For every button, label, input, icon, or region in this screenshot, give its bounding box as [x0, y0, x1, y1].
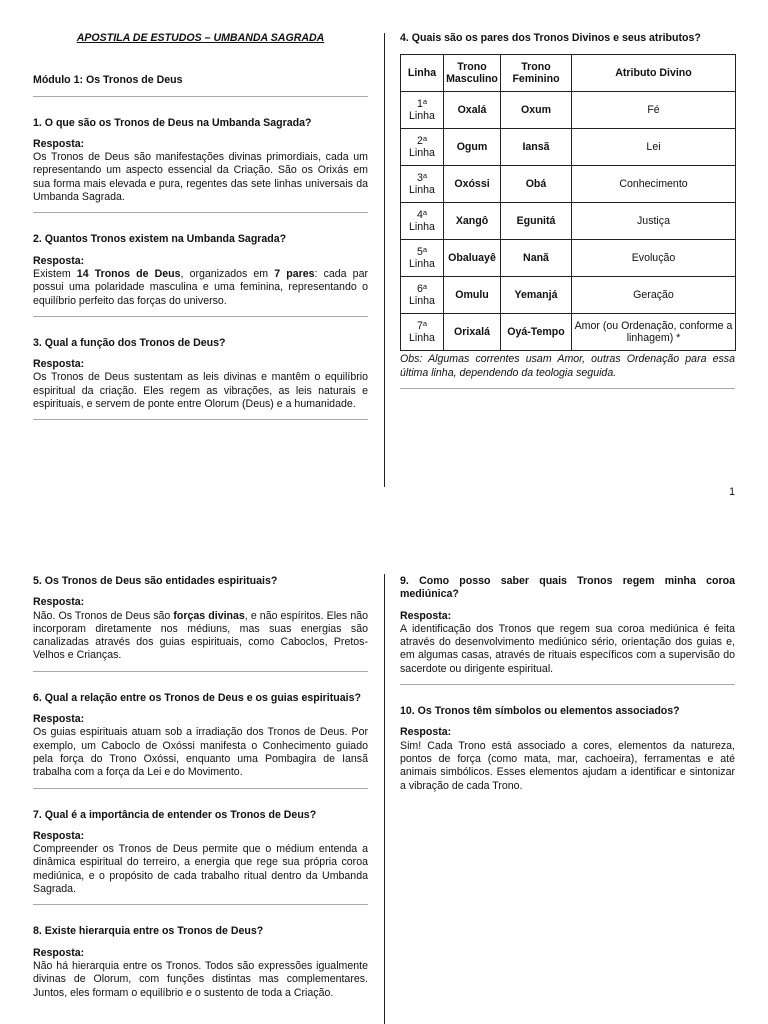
cell-trono-masculino: Omulu [444, 277, 501, 314]
answer-label: Resposta: [33, 946, 85, 959]
cell-trono-feminino: Iansã [501, 129, 572, 166]
column-divider [384, 574, 385, 1024]
header-linha: Linha [401, 55, 444, 92]
cell-atributo: Fé [572, 92, 736, 129]
cell-linha: 7$^a$ Linha [401, 314, 444, 351]
emphasis: forças divinas [173, 609, 245, 622]
cell-linha: 2$^a$ Linha [401, 129, 444, 166]
header-trono-masculino: Trono Masculino [444, 55, 501, 92]
question-6: 6. Qual a relação entre os Tronos de Deus e os guias espirituais? [33, 691, 361, 704]
answer-label: Resposta: [400, 726, 452, 739]
question-1: 1. O que são os Tronos de Deus na Umbanda Sagrada? [33, 116, 312, 129]
answer-label: Resposta: [33, 713, 85, 726]
cell-atributo: Conhecimento [572, 166, 736, 203]
answer-10: Sim! Cada Trono está associado a cores, elementos da natureza, pontos de força (como mata, mar, cachoeira), ferramentas e até animais simbólicos. Esses elementos ajudam a identificar e sintonizar a vibração de cada Trono. [400, 739, 735, 792]
cell-trono-feminino: Yemanjá [501, 277, 572, 314]
cell-atributo: Justiça [572, 203, 736, 240]
cell-atributo: Lei [572, 129, 736, 166]
answer-label: Resposta: [33, 254, 85, 267]
table-row [401, 129, 736, 166]
left-column [33, 575, 368, 1000]
divider [33, 96, 368, 97]
cell-trono-masculino: Ogum [444, 129, 501, 166]
question-5: 5. Os Tronos de Deus são entidades espirituais? [33, 575, 278, 587]
cell-trono-feminino: Nanã [501, 240, 572, 277]
divider [33, 788, 368, 789]
answer-2: Existem 14 Tronos de Deus, organizados em 7 pares: cada par possui uma polaridade masculina e uma feminina, representando o equilíbrio perfeito das forças do universo. [33, 267, 368, 307]
divider [33, 904, 368, 905]
table-row [401, 314, 736, 351]
answer-label: Resposta: [400, 609, 452, 622]
cell-trono-masculino: Oxóssi [444, 166, 501, 203]
emphasis: 14 Tronos de Deus [76, 267, 181, 280]
cell-linha: 6$^a$ Linha [401, 277, 444, 314]
question-9: 9. Como posso saber quais Tronos regem minha coroa mediúnica? [400, 575, 735, 601]
cell-trono-masculino: Oxalá [444, 92, 501, 129]
table-row [401, 166, 736, 203]
tronos-table [400, 54, 736, 351]
cell-trono-feminino: Obá [501, 166, 572, 203]
divider [33, 212, 368, 213]
divider [400, 388, 735, 389]
answer-3: Os Tronos de Deus sustentam as leis divinas e mantêm o equilíbrio espiritual da criação. Eles regem as vibrações, as leis naturais e espirituais, e servem de ponte entre Olorum (Deus) e a humanidade. [33, 371, 368, 411]
right-column [400, 575, 735, 793]
divider [33, 671, 368, 672]
question-4: 4. Quais são os pares dos Tronos Divinos e seus atributos? [400, 32, 701, 44]
question-3: 3. Qual a função dos Tronos de Deus? [33, 336, 226, 349]
answer-label: Resposta: [33, 596, 85, 609]
emphasis: 7 pares [274, 267, 315, 280]
module-title: Módulo 1: Os Tronos de Deus [33, 74, 183, 87]
table-row [401, 277, 736, 314]
page-number: 1 [729, 486, 735, 498]
cell-trono-masculino: Orixalá [444, 314, 501, 351]
cell-trono-feminino: Oxum [501, 92, 572, 129]
left-column [33, 0, 368, 420]
table-row [401, 240, 736, 277]
answer-6: Os guias espirituais atuam sob a irradiação dos Tronos de Deus. Por exemplo, um Caboclo de Oxóssi manifesta o Conhecimento guiado pela força do Trono Oxóssi, enquanto uma Pombagira de Iansã trabalha com a força da Lei e do Movimento. [33, 726, 368, 779]
table-footnote: Obs: Algumas correntes usam Amor, outras Ordenação para essa última linha, dependendo da teologia seguida. [400, 353, 735, 379]
document-page-2 [0, 560, 768, 1024]
answer-7: Compreender os Tronos de Deus permite que o médium entenda a dinâmica espiritual do terreiro, a energia que rege sua própria coroa mediúnica, e o propósito de cada trabalho ritual dentro da Umbanda Sagrada. [33, 843, 368, 896]
cell-trono-feminino: Oyá-Tempo [501, 314, 572, 351]
cell-atributo: Amor (ou Ordenação, conforme a linhagem) * [572, 314, 736, 351]
answer-8: Não há hierarquia entre os Tronos. Todos são expressões igualmente divinas de Olorum, com funções distintas mas complementares. Juntos, eles formam o equilíbrio e o sustento de toda a Criação. [33, 959, 368, 999]
cell-linha: 3$^a$ Linha [401, 166, 444, 203]
header-trono-feminino: Trono Feminino [501, 55, 572, 92]
divider [400, 684, 735, 685]
question-8: 8. Existe hierarquia entre os Tronos de Deus? [33, 925, 264, 938]
question-7: 7. Qual é a importância de entender os Tronos de Deus? [33, 808, 317, 821]
answer-label: Resposta: [33, 829, 85, 842]
cell-trono-masculino: Xangô [444, 203, 501, 240]
answer-9: A identificação dos Tronos que regem sua coroa mediúnica é feita através do desenvolvimento mediúnico sério, orientação dos guias e, em algumas casas, através de rituais específicos com a supervisão do sacerdote ou dirigente espiritual. [400, 622, 735, 675]
answer-label: Resposta: [33, 358, 85, 371]
table-row [401, 92, 736, 129]
cell-linha: 5$^a$ Linha [401, 240, 444, 277]
cell-linha: 4$^a$ Linha [401, 203, 444, 240]
cell-linha: 1$^a$ Linha [401, 92, 444, 129]
table-header-row [401, 55, 736, 92]
question-2: 2. Quantos Tronos existem na Umbanda Sagrada? [33, 233, 287, 246]
header-atributo-divino: Atributo Divino [572, 55, 736, 92]
cell-trono-masculino: Obaluayê [444, 240, 501, 277]
divider [33, 316, 368, 317]
right-column [400, 0, 735, 389]
answer-1: Os Tronos de Deus são manifestações divinas primordiais, cada um representando um aspecto essencial da Criação. São os Orixás em sua forma mais elevada e pura, regentes das sete linhas universais da Umbanda Sagrada. [33, 151, 368, 204]
column-divider [384, 33, 385, 487]
document-title: APOSTILA DE ESTUDOS – UMBANDA SAGRADA [76, 32, 325, 44]
cell-atributo: Geração [572, 277, 736, 314]
question-10: 10. Os Tronos têm símbolos ou elementos associados? [400, 705, 680, 718]
table-row [401, 203, 736, 240]
divider [33, 419, 368, 420]
cell-trono-feminino: Egunitá [501, 203, 572, 240]
cell-atributo: Evolução [572, 240, 736, 277]
answer-5: Não. Os Tronos de Deus são forças divinas, e não espíritos. Eles não incorporam diretamente nos médiuns, mas suas energias são canalizadas através dos guias espirituais, como Caboclos, Pretos-Velhos e Crianças. [33, 609, 368, 662]
answer-label: Resposta: [33, 137, 85, 150]
